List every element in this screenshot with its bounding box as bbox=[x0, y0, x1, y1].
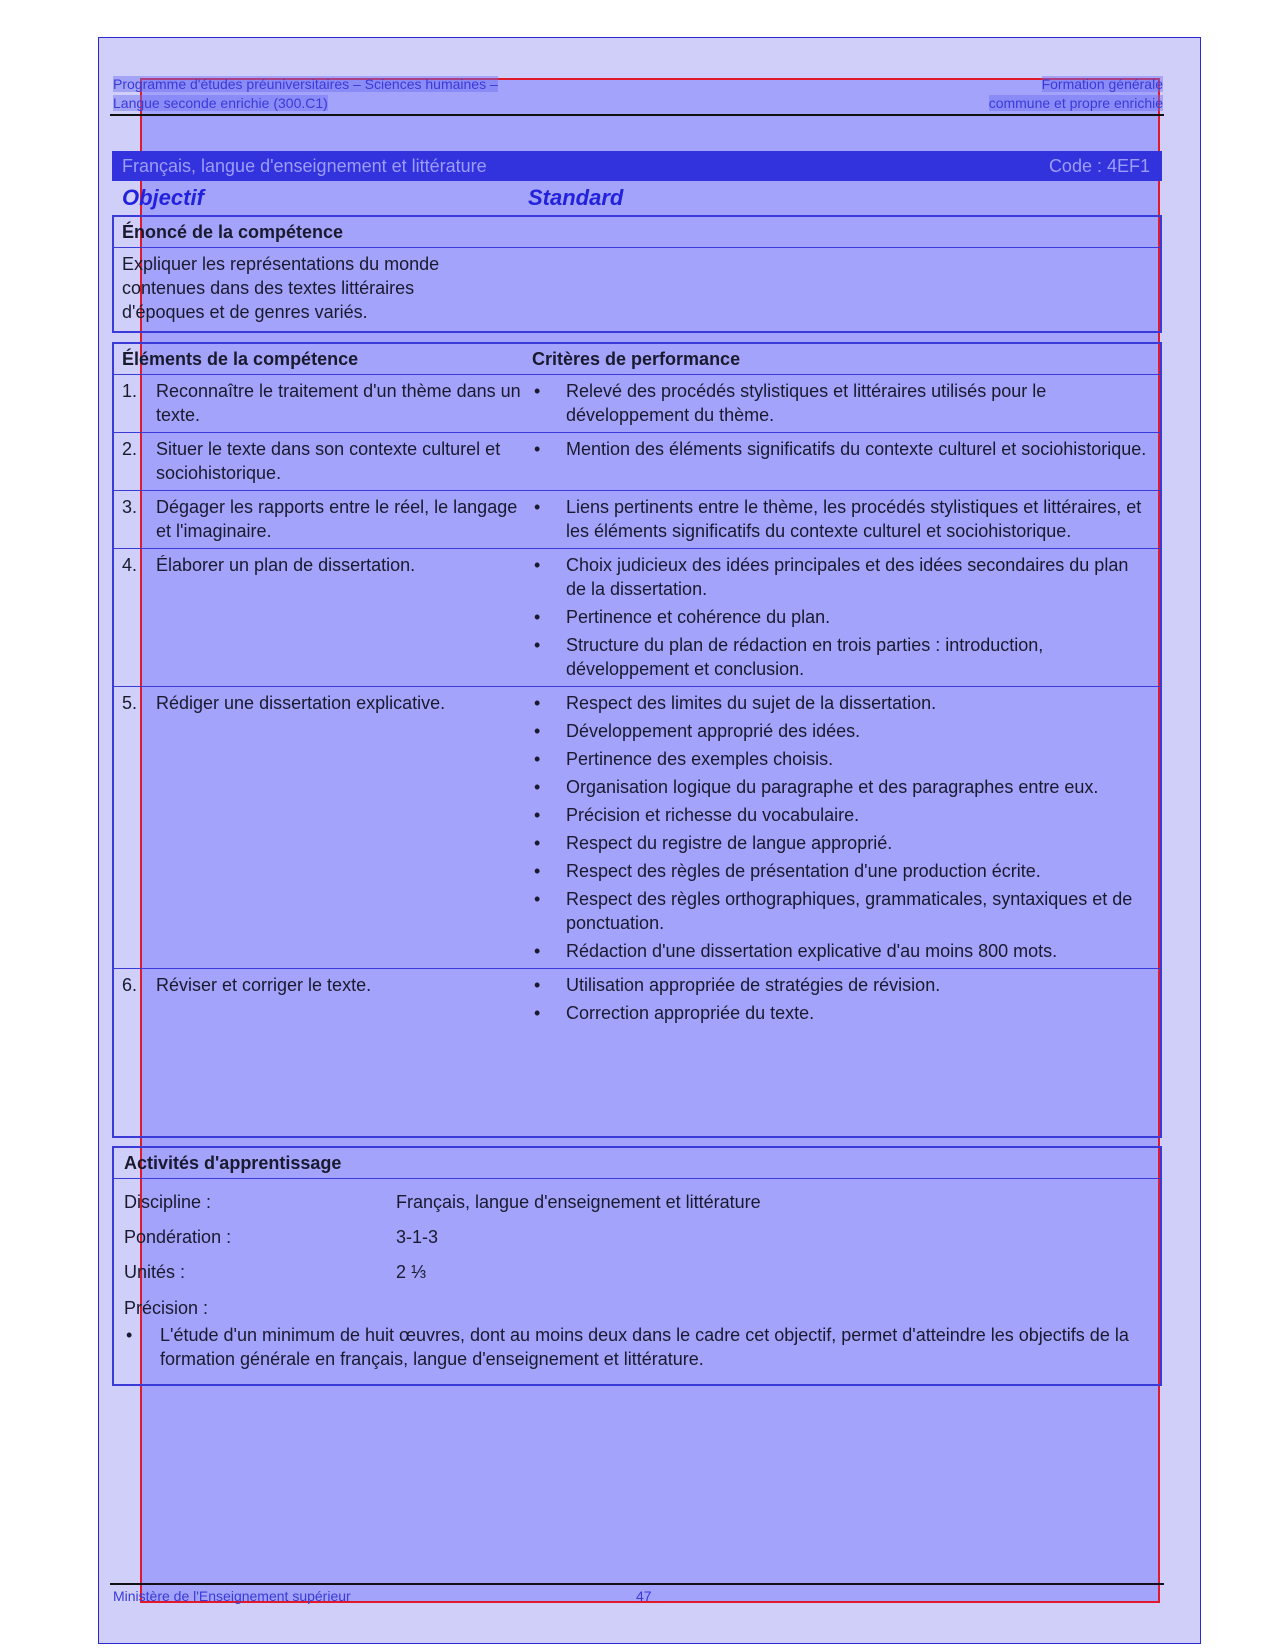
element-number: 4. bbox=[122, 555, 138, 575]
bullet-icon bbox=[532, 437, 566, 461]
enonce-heading: Énoncé de la compétence bbox=[114, 217, 1160, 248]
bullet-icon bbox=[532, 973, 566, 997]
course-title-bar bbox=[112, 151, 1162, 181]
activites-box bbox=[112, 1146, 1162, 1386]
precision-item bbox=[114, 1323, 1160, 1371]
ponderation-value: 3-1-3 bbox=[396, 1227, 439, 1247]
criterion-text: Pertinence des exemples choisis. bbox=[566, 749, 834, 769]
criterion-item bbox=[532, 719, 1150, 743]
competence-row bbox=[114, 549, 1160, 687]
criterion-item bbox=[532, 775, 1150, 799]
criterion-item bbox=[532, 887, 1150, 935]
discipline-value: Français, langue d'enseignement et littérature bbox=[396, 1192, 761, 1212]
header-rule bbox=[110, 114, 1164, 116]
bullet-icon bbox=[532, 803, 566, 827]
bullet-icon bbox=[532, 747, 566, 771]
course-title: Français, langue d'enseignement et littérature bbox=[122, 155, 487, 176]
unites-value: 2 ⅓ bbox=[396, 1262, 427, 1282]
unites-label: Unités : bbox=[124, 1262, 186, 1282]
element-number: 5. bbox=[122, 693, 138, 713]
element-text: Reconnaître le traitement d'un thème dans un texte. bbox=[156, 381, 521, 425]
criterion-item bbox=[532, 859, 1150, 883]
element-text: Dégager les rapports entre le réel, le langage et l'imaginaire. bbox=[156, 497, 518, 541]
enonce-line: Expliquer les représentations du monde bbox=[122, 254, 440, 274]
criterion-text: Rédaction d'une dissertation explicative d'au moins 800 mots. bbox=[566, 941, 1058, 961]
bullet-icon bbox=[532, 553, 566, 601]
criterion-text: Respect des limites du sujet de la dissertation. bbox=[566, 693, 937, 713]
criterion-text: Utilisation appropriée de stratégies de révision. bbox=[566, 975, 941, 995]
criterion-item bbox=[532, 379, 1150, 427]
criterion-item bbox=[532, 633, 1150, 681]
competence-row bbox=[114, 433, 1160, 491]
criterion-text: Respect des règles orthographiques, grammaticales, syntaxiques et de ponctuation. bbox=[566, 889, 1133, 933]
footer-ministry: Ministère de l'Enseignement supérieur bbox=[113, 1588, 351, 1604]
header-program: Programme d'études préuniversitaires – Sciences humaines – bbox=[113, 76, 498, 92]
bullet-icon bbox=[532, 719, 566, 743]
criterion-text: Choix judicieux des idées principales et des idées secondaires du plan de la dissertation. bbox=[566, 555, 1129, 599]
bullet-icon bbox=[532, 379, 566, 427]
element-text: Situer le texte dans son contexte culturel et sociohistorique. bbox=[156, 439, 501, 483]
competence-row bbox=[114, 687, 1160, 969]
precision-label: Précision : bbox=[124, 1298, 209, 1318]
enonce-line: contenues dans des textes littéraires bbox=[122, 278, 415, 298]
criterion-item bbox=[532, 803, 1150, 827]
bullet-icon bbox=[532, 633, 566, 681]
element-number: 3. bbox=[122, 497, 138, 517]
criterion-item bbox=[532, 1001, 1150, 1025]
bullet-icon bbox=[532, 775, 566, 799]
element-number: 6. bbox=[122, 975, 138, 995]
criterion-item bbox=[532, 605, 1150, 629]
criterion-text: Mention des éléments significatifs du contexte culturel et sociohistorique. bbox=[566, 439, 1147, 459]
criterion-item bbox=[532, 831, 1150, 855]
bullet-icon bbox=[124, 1323, 160, 1371]
footer-rule bbox=[110, 1583, 1164, 1585]
discipline-row bbox=[114, 1185, 1160, 1220]
bullet-icon bbox=[532, 887, 566, 935]
competence-row bbox=[114, 969, 1160, 1030]
element-text: Rédiger une dissertation explicative. bbox=[156, 693, 446, 713]
competence-table-header bbox=[114, 344, 1160, 375]
criterion-text: Pertinence et cohérence du plan. bbox=[566, 607, 831, 627]
bullet-icon bbox=[532, 939, 566, 963]
criterion-text: Correction appropriée du texte. bbox=[566, 1003, 815, 1023]
bullet-icon bbox=[532, 691, 566, 715]
competence-row bbox=[114, 375, 1160, 433]
criterion-item bbox=[532, 495, 1150, 543]
ponderation-label: Pondération : bbox=[124, 1227, 232, 1247]
activites-heading: Activités d'apprentissage bbox=[114, 1148, 1160, 1179]
page-number: 47 bbox=[636, 1588, 652, 1604]
discipline-label: Discipline : bbox=[124, 1192, 212, 1212]
criterion-item bbox=[532, 691, 1150, 715]
enonce-box bbox=[112, 215, 1162, 333]
header-commune: commune et propre enrichie bbox=[988, 95, 1163, 111]
bullet-icon bbox=[532, 1001, 566, 1025]
header-line-1 bbox=[113, 76, 1163, 92]
criterion-text: Respect des règles de présentation d'une production écrite. bbox=[566, 861, 1041, 881]
objectif-heading: Objectif bbox=[122, 185, 204, 210]
standard-heading: Standard bbox=[528, 185, 624, 210]
criterion-text: Organisation logique du paragraphe et des paragraphes entre eux. bbox=[566, 777, 1099, 797]
element-number: 1. bbox=[122, 381, 138, 401]
criteres-column-header: Critères de performance bbox=[532, 348, 741, 369]
criterion-item bbox=[532, 437, 1150, 461]
bullet-icon bbox=[532, 859, 566, 883]
ponderation-row bbox=[114, 1220, 1160, 1255]
enonce-text bbox=[114, 248, 1160, 328]
unites-row bbox=[114, 1255, 1160, 1290]
header-formation: Formation générale bbox=[1041, 76, 1163, 92]
elements-column-header: Éléments de la compétence bbox=[122, 348, 359, 369]
header-line-2 bbox=[113, 95, 1163, 111]
criterion-text: Relevé des procédés stylistiques et littéraires utilisés pour le développement du thème. bbox=[566, 381, 1047, 425]
criterion-item bbox=[532, 747, 1150, 771]
course-code: Code : 4EF1 bbox=[1048, 155, 1150, 176]
criterion-item bbox=[532, 553, 1150, 601]
bullet-icon bbox=[532, 831, 566, 855]
enonce-line: d'époques et de genres variés. bbox=[122, 302, 368, 322]
criterion-text: Structure du plan de rédaction en trois parties : introduction, développement et conclusion. bbox=[566, 635, 1044, 679]
criterion-item bbox=[532, 939, 1150, 963]
criterion-text: Développement approprié des idées. bbox=[566, 721, 861, 741]
element-text: Élaborer un plan de dissertation. bbox=[156, 555, 416, 575]
element-text: Réviser et corriger le texte. bbox=[156, 975, 372, 995]
competence-row bbox=[114, 491, 1160, 549]
bullet-icon bbox=[532, 495, 566, 543]
criterion-text: Précision et richesse du vocabulaire. bbox=[566, 805, 860, 825]
bullet-icon bbox=[532, 605, 566, 629]
criterion-text: Liens pertinents entre le thème, les procédés stylistiques et littéraires, et les éléments significatifs du contexte culturel et sociohistorique. bbox=[566, 497, 1142, 541]
competence-table bbox=[112, 342, 1162, 1138]
criterion-item bbox=[532, 973, 1150, 997]
element-number: 2. bbox=[122, 439, 138, 459]
document-page bbox=[110, 0, 1164, 1651]
header-langue: Langue seconde enrichie (300.C1) bbox=[113, 95, 328, 111]
precision-text: L'étude d'un minimum de huit œuvres, dont au moins deux dans le cadre cet objectif, permet d'atteindre les objectifs de la formation générale en français, langue d'enseignement et littérature. bbox=[160, 1325, 1129, 1369]
criterion-text: Respect du registre de langue approprié. bbox=[566, 833, 893, 853]
